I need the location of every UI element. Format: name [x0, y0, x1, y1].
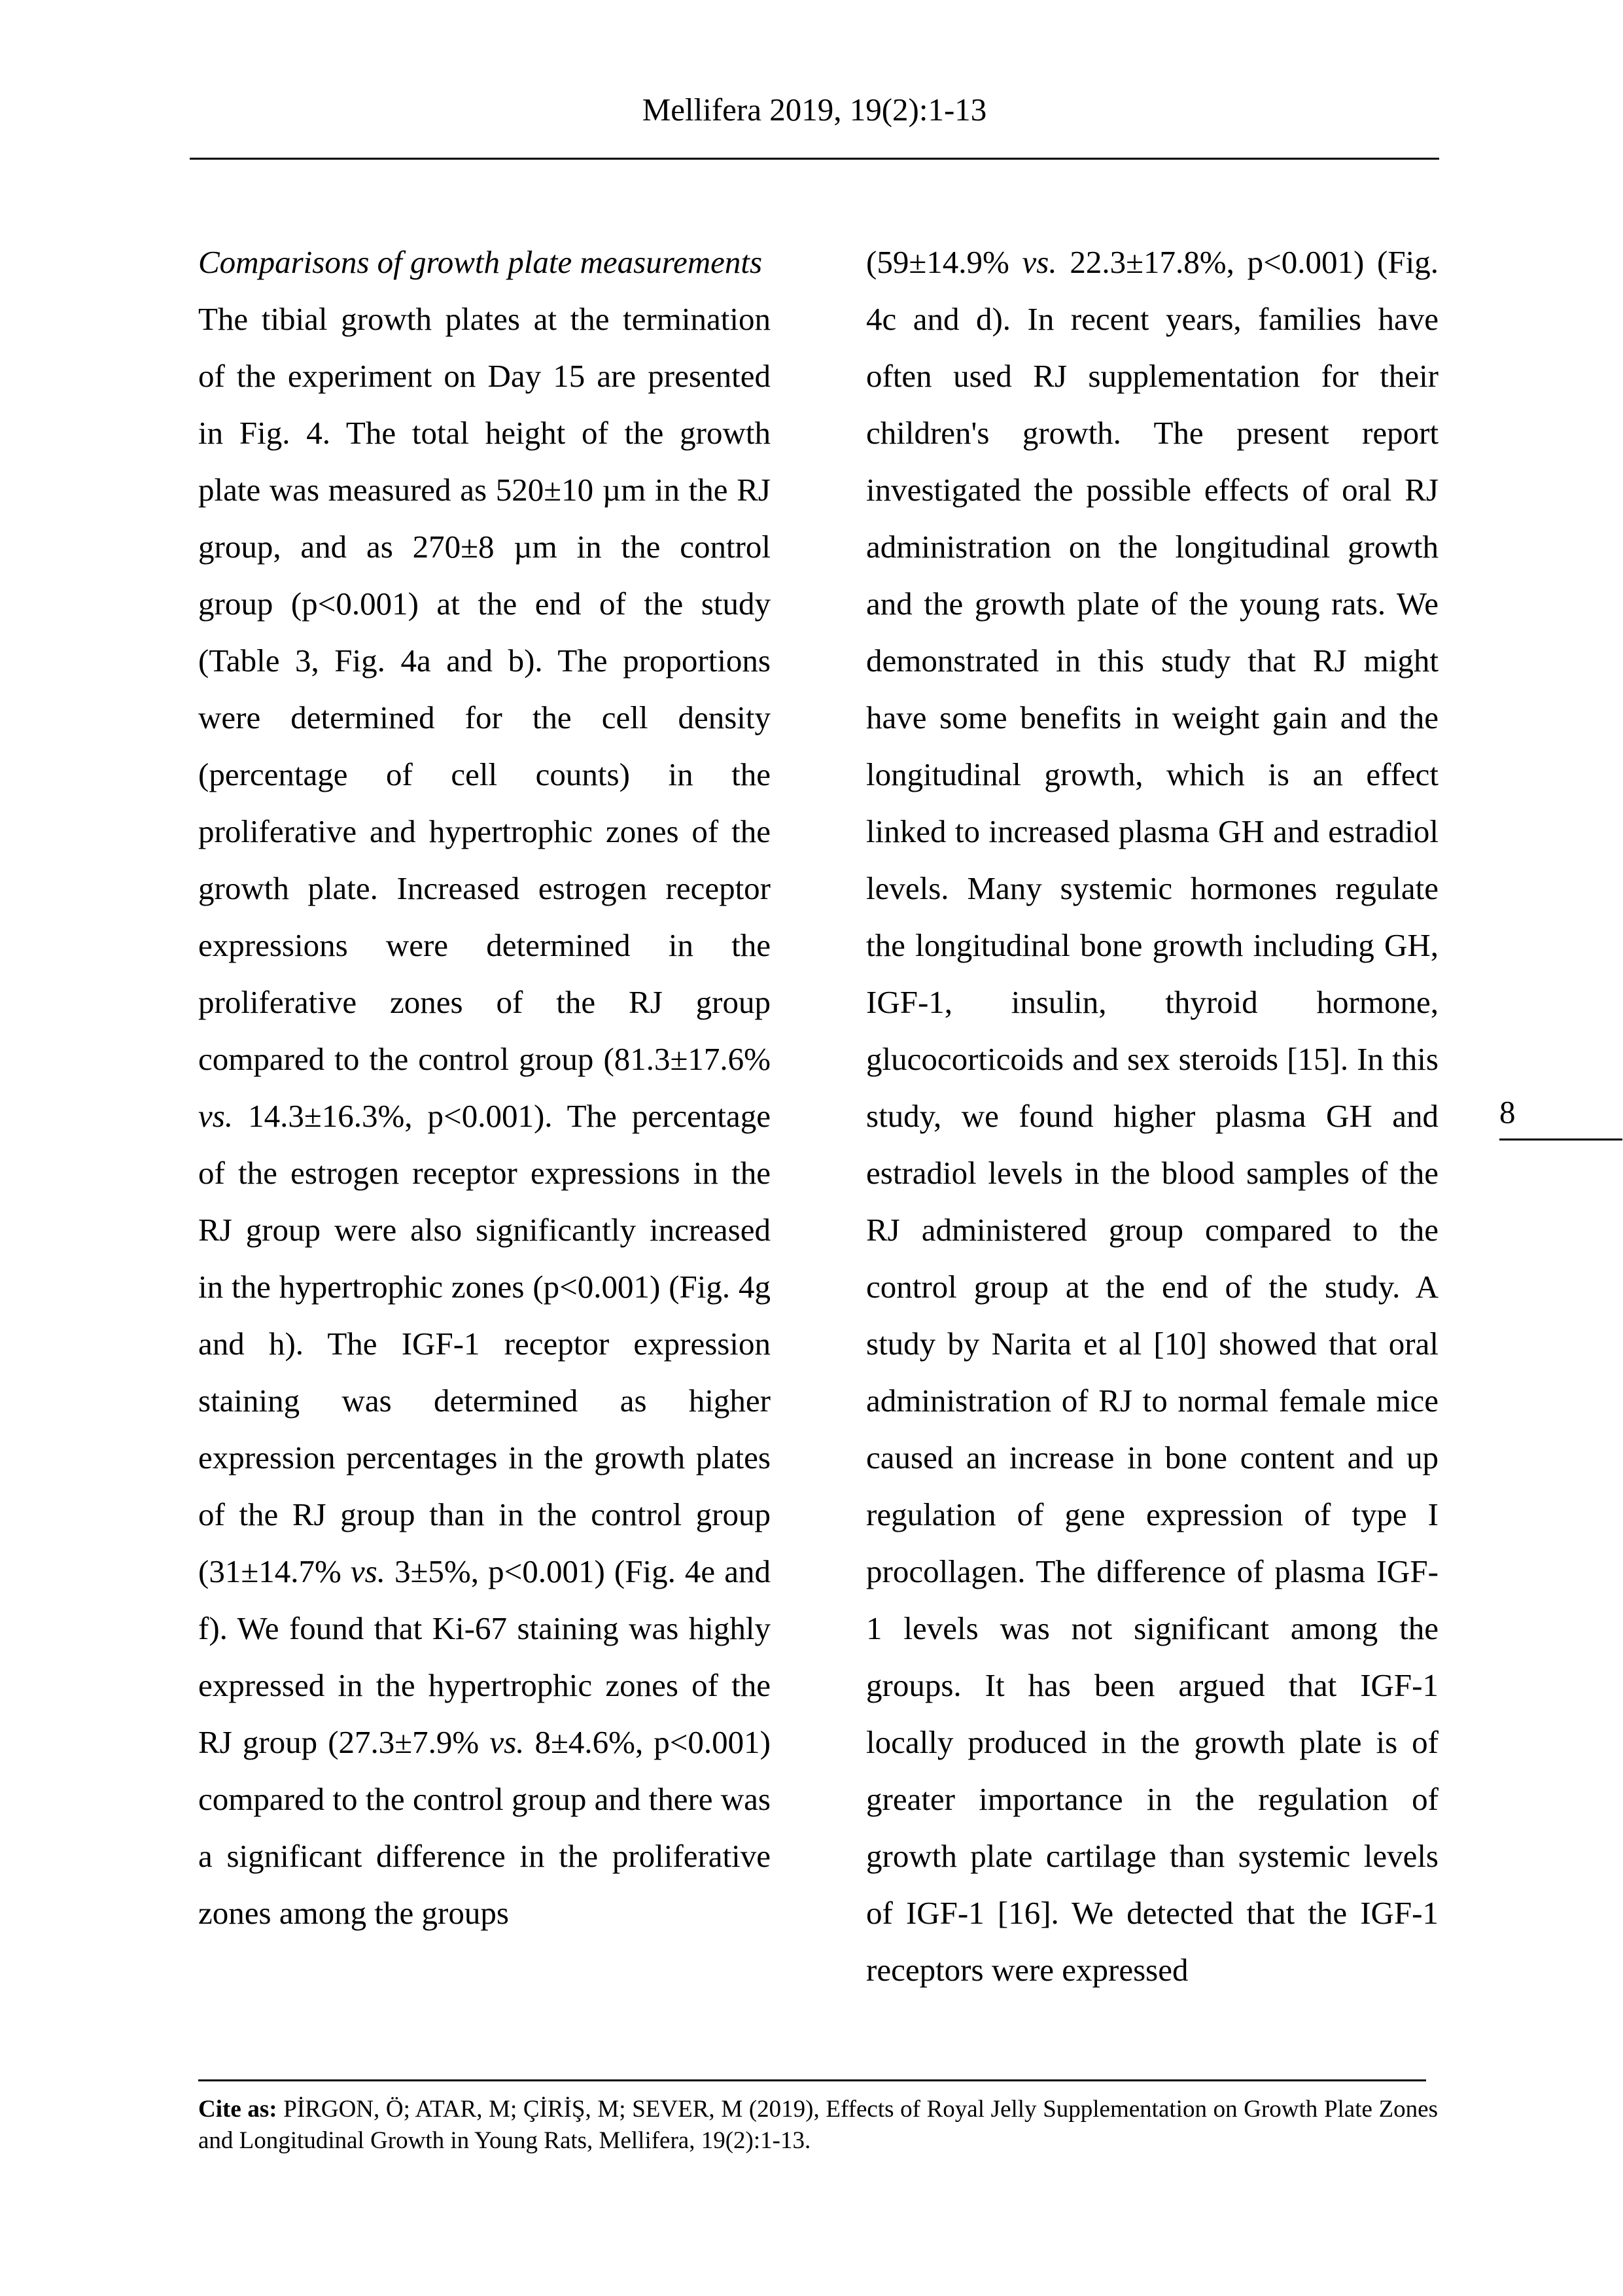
header-divider — [190, 158, 1439, 160]
journal-header: Mellifera 2019, 19(2):1-13 — [642, 92, 987, 128]
page-number: 8 — [1499, 1094, 1516, 1130]
right-column — [866, 234, 1439, 1998]
right-column-paragraph: (59±14.9% vs. 22.3±17.8%, p<0.001) (Fig. 4c and d). In recent years, families have often used RJ supplementation for their children's growth. The present report investigated the possible effects of oral RJ administration on the longitudinal growth and the growth plate of the young rats. We demonstrated in this study that RJ might have some benefits in weight gain and the longitudinal growth, which is an effect linked to increased plasma GH and estradiol levels. Many systemic hormones regulate the longitudinal bone growth including GH, IGF-1, insulin, thyroid hormone, glucocorticoids and sex steroids [15]. In this study, we found higher plasma GH and estradiol levels in the blood samples of the RJ administered group compared to the control group at the end of the study. A study by Narita et al [10] showed that oral administration of RJ to normal female mice caused an increase in bone content and up regulation of gene expression of type I procollagen. The difference of plasma IGF-1 levels was not significant among the groups. It has been argued that IGF-1 locally produced in the growth plate is of greater importance in the regulation of growth plate cartilage than systemic levels of IGF-1 [16]. We detected that the IGF-1 receptors were expressed — [866, 244, 1439, 1988]
citation-label: Cite as: — [198, 2096, 277, 2123]
section-heading: Comparisons of growth plate measurements — [198, 244, 763, 280]
left-column — [198, 234, 771, 1941]
citation — [198, 2094, 1438, 2157]
footer-divider — [198, 2079, 1426, 2081]
citation-text: PİRGON, Ö; ATAR, M; ÇİRİŞ, M; SEVER, M (2019), Effects of Royal Jelly Supplementation on Growth Plate Zones and Longitudinal Growth in Young Rats, Mellifera, 19(2):1-13. — [198, 2096, 1438, 2154]
left-column-paragraph: The tibial growth plates at the termination of the experiment on Day 15 are presented in Fig. 4. The total height of the growth plate was measured as 520±10 µm in the RJ group, and as 270±8 µm in the control group (p<0.001) at the end of the study (Table 3, Fig. 4a and b). The proportions were determined for the cell density (percentage of cell counts) in the proliferative and hypertrophic zones of the growth plate. Increased estrogen receptor expressions were determined in the proliferative zones of the RJ group compared to the control group (81.3±17.6% vs. 14.3±16.3%, p<0.001). The percentage of the estrogen receptor expressions in the RJ group were also significantly increased in the hypertrophic zones (p<0.001) (Fig. 4g and h). The IGF-1 receptor expression staining was determined as higher expression percentages in the growth plates of the RJ group than in the control group (31±14.7% vs. 3±5%, p<0.001) (Fig. 4e and f). We found that Ki-67 staining was highly expressed in the hypertrophic zones of the RJ group (27.3±7.9% vs. 8±4.6%, p<0.001) compared to the control group and there was a significant difference in the proliferative zones among the groups — [198, 301, 771, 1931]
page-number-divider — [1499, 1139, 1622, 1140]
